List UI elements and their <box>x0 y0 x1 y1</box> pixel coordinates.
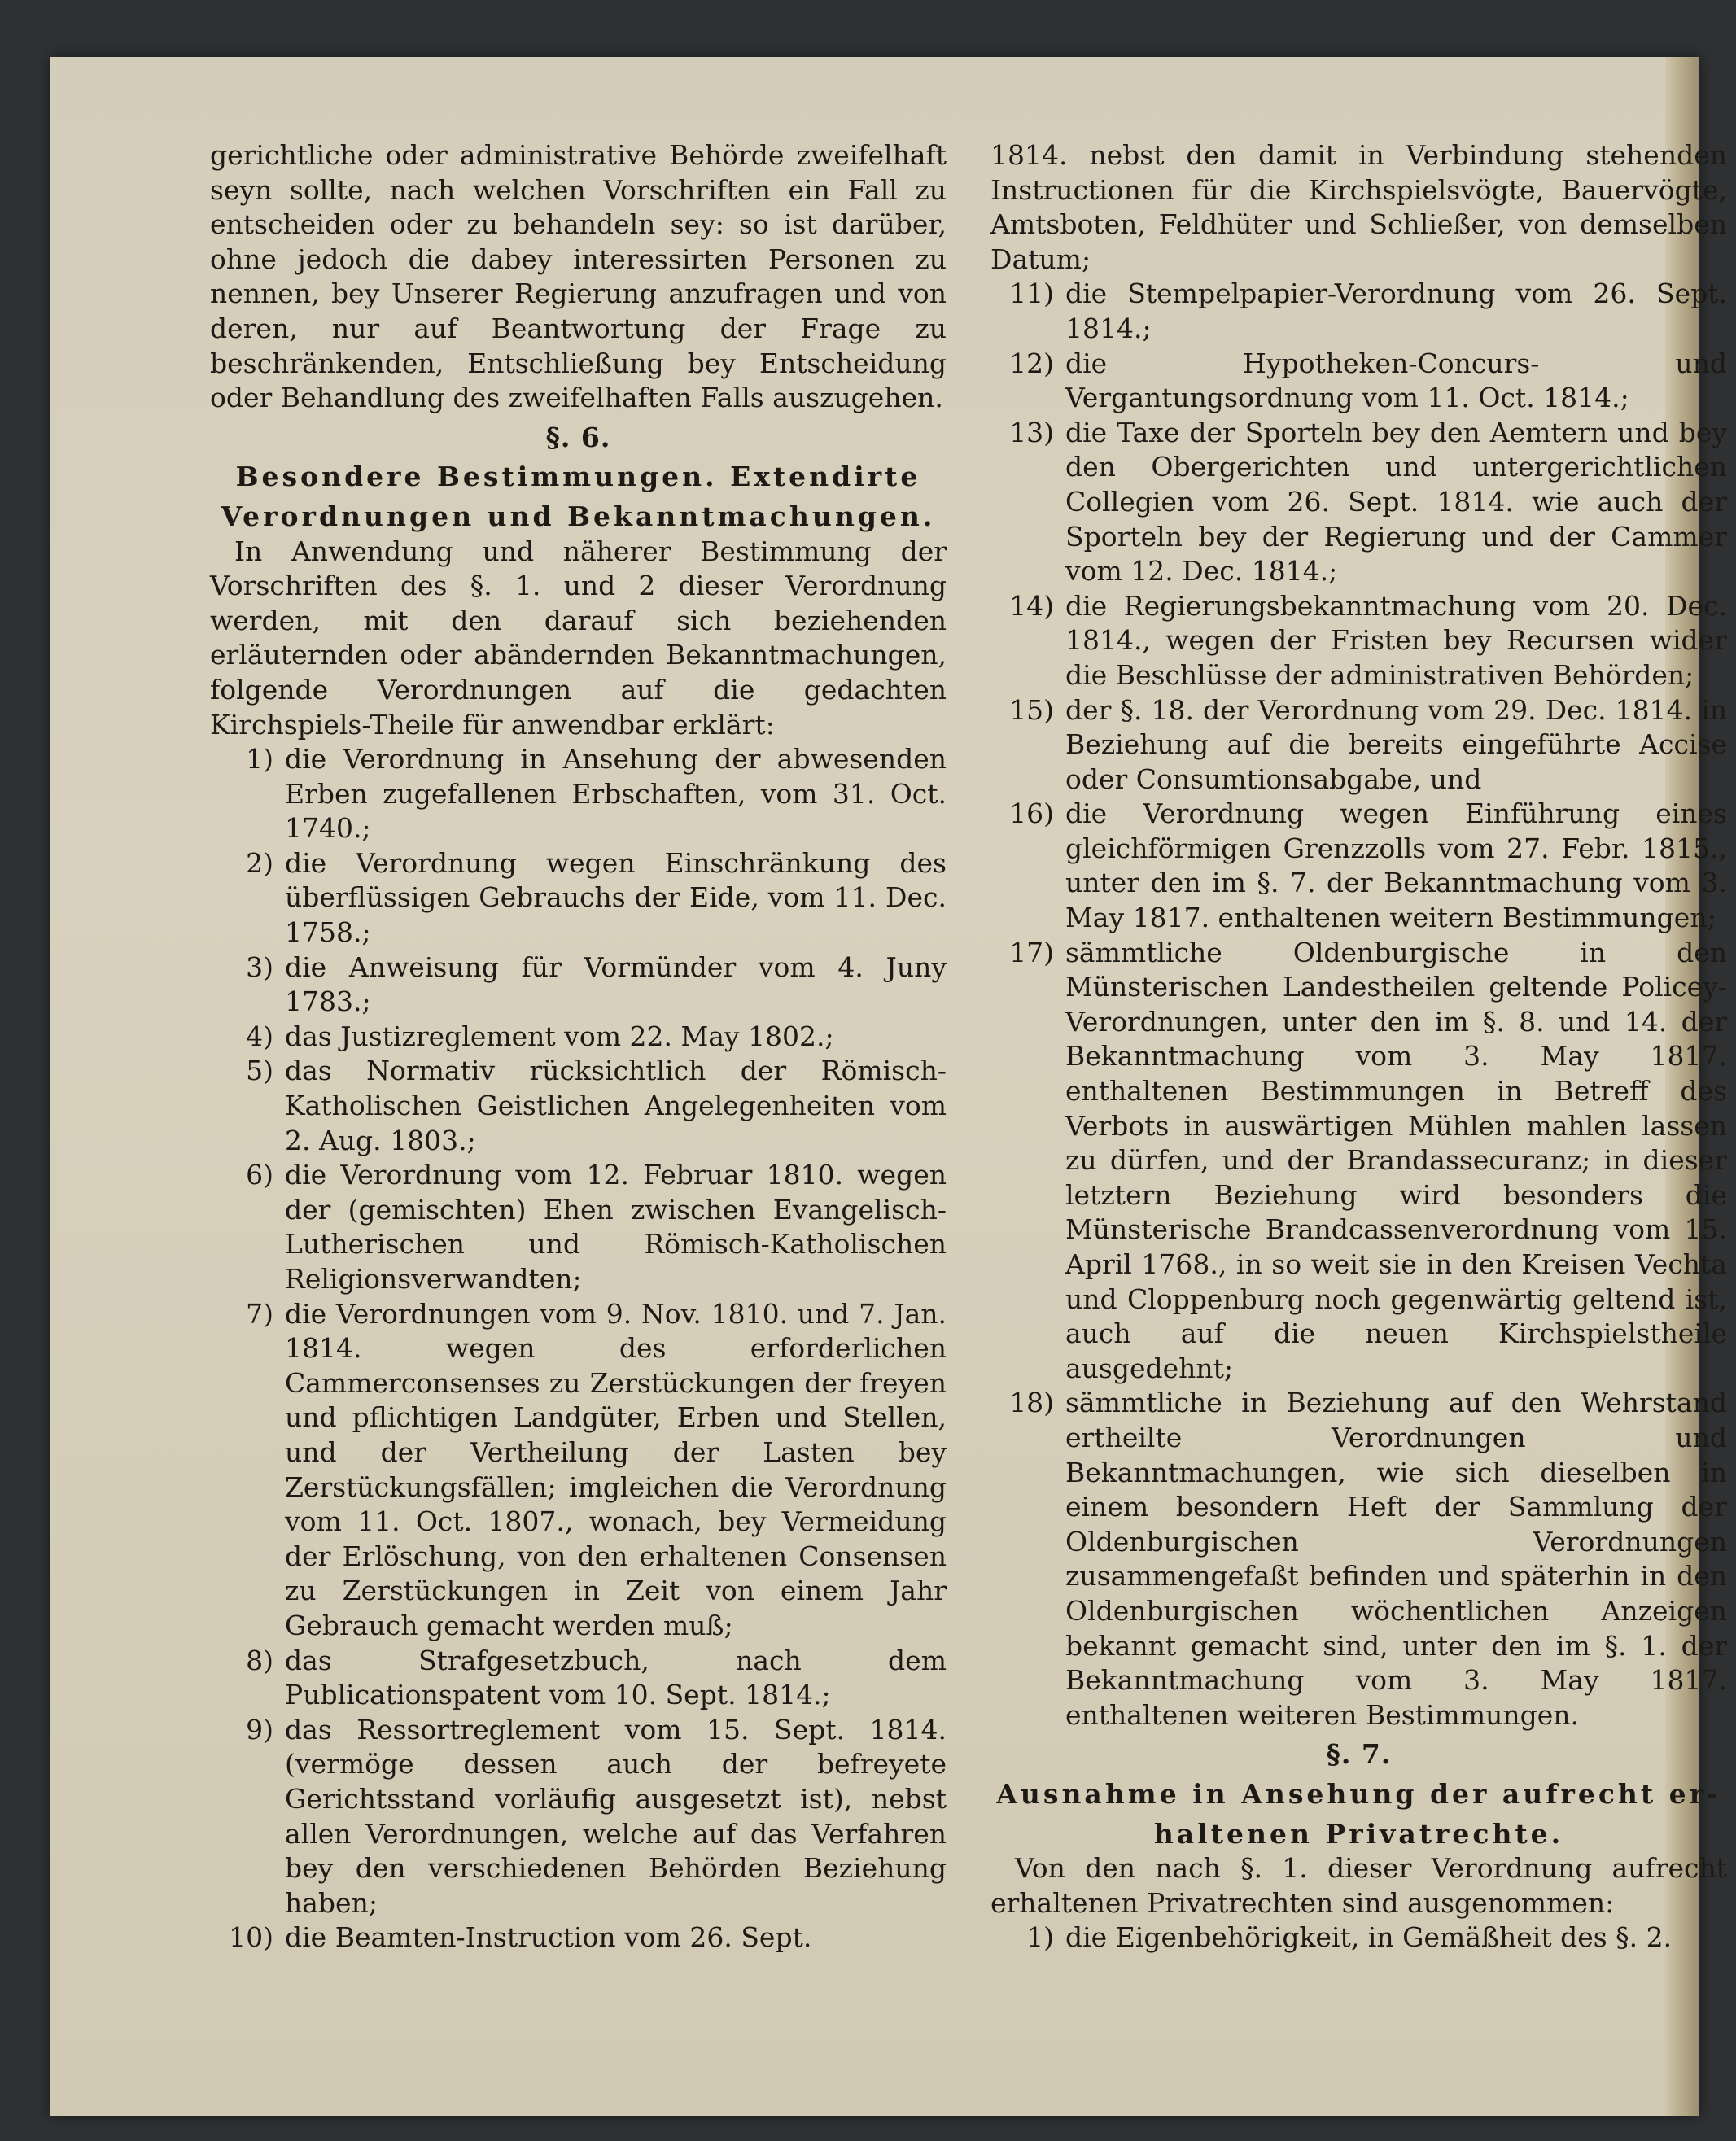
list-item-number: 1) <box>246 743 273 776</box>
intro-paragraph: gerichtliche oder administrative Behörde zweifelhaft seyn sollte, nach welchen Vorschriften ein Fall zu entscheiden oder zu behandeln sey: so ist darüber, ohne jedoch die dabey interessirten Personen zu nennen, bey Unserer Regierung anzufragen und von deren, nur auf Beantwortung der Frage zu beschränkenden, Entschließung bey Entscheidung oder Behandlung des zweifelhaften Falls auszugehen. <box>210 139 947 414</box>
section-7-title-line-1: Ausnahme in Ansehung der aufrecht er- <box>996 1777 1721 1810</box>
list-item <box>210 1713 947 1921</box>
list-item-number: 4) <box>246 1020 273 1052</box>
list-item-number: 10) <box>229 1921 273 1954</box>
list-item <box>990 1920 1727 1955</box>
list-item-text: die Regierungsbekanntmachung vom 20. Dec. 1814., wegen der Fristen bey Recursen wider die Beschlüsse der administrativen Behörden; <box>1065 589 1727 691</box>
left-column <box>210 138 947 1955</box>
list-item <box>210 846 947 950</box>
list-item-text: sämmtliche in Beziehung auf den Wehrstand ertheilte Verordnungen und Bekanntmachungen, wie sich dieselben in einem besondern Heft der Sammlung der Oldenburgischen Verordnungen zusammengefaßt befinden und späterhin in den Oldenburgischen wöchentlichen Anzeigen bekannt gemacht sind, unter den im §. 1. der Bekanntmachung vom 3. May 1817. enthaltenen weiteren Bestimmungen. <box>1065 1387 1727 1731</box>
list-item-number: 5) <box>246 1055 273 1087</box>
list-item-text: das Justizreglement vom 22. May 1802.; <box>285 1020 834 1052</box>
list-item-text: die Verordnung wegen Einschränkung des überflüssigen Gebrauchs der Eide, vom 11. Dec. 1758.; <box>285 846 947 949</box>
list-item-number: 14) <box>1009 589 1054 622</box>
section-7-intro: Von den nach §. 1. dieser Verordnung aufrecht erhaltenen Privatrechten sind ausgenommen: <box>990 1852 1727 1919</box>
list-item-number: 15) <box>1009 693 1054 726</box>
list-item <box>210 742 947 846</box>
list-item-text: die Verordnungen vom 9. Nov. 1810. und 7. Jan. 1814. wegen des erforderlichen Cammerconsenses zu Zerstückungen der freyen und pflichtigen Landgüter, Erben und Stellen, und der Vertheilung der Lasten bey Zerstückungsfällen; imgleichen die Verordnung vom 11. Oct. 1807., wonach, bey Vermeidung der Erlöschung, von den erhaltenen Consensen zu Zerstückungen in Zeit von einem Jahr Gebrauch gemacht werden muß; <box>285 1297 947 1641</box>
continuation-paragraph: 1814. nebst den damit in Verbindung stehenden Instructionen für die Kirchspielsvögte, Bauervögte, Amtsboten, Feldhüter und Schließer, von demselben Datum; <box>990 139 1727 275</box>
list-item-number: 2) <box>246 846 273 879</box>
list-item-number: 1) <box>1026 1921 1054 1954</box>
list-item <box>210 1158 947 1296</box>
list-item <box>990 1386 1727 1732</box>
list-item <box>210 1920 947 1955</box>
list-item-text: die Verordnung vom 12. Februar 1810. wegen der (gemischten) Ehen zwischen Evangelisch-Lutherischen und Römisch-Katholischen Religionsverwandten; <box>285 1159 947 1295</box>
list-item-number: 6) <box>246 1159 273 1191</box>
list-item-number: 3) <box>246 950 273 983</box>
list-item-text: sämmtliche Oldenburgische in den Münsterischen Landestheilen geltende Policey-Verordnungen, unter den im §. 8. und 14. der Bekanntmachung vom 3. May 1817. enthaltenen Bestimmungen in Betreff des Verbots in auswärtigen Mühlen mahlen lassen zu dürfen, und der Brandassecuranz; in dieser letztern Beziehung wird besonders die Münsterische Brandcassenverordnung vom 15. April 1768., in so weit sie in den Kreisen Vechta und Cloppenburg noch gegenwärtig geltend ist, auch auf die neuen Kirchspielstheile ausgedehnt; <box>1065 936 1727 1384</box>
list-item-text: die Stempelpapier-Verordnung vom 26. Sept. 1814.; <box>1065 277 1727 344</box>
list-item <box>210 1054 947 1158</box>
list-item <box>990 416 1727 589</box>
book-page <box>50 57 1727 2116</box>
list-item <box>210 1020 947 1055</box>
list-item-text: das Normativ rücksichtlich der Römisch-Katholischen Geistlichen Angelegenheiten vom 2. Aug. 1803.; <box>285 1055 947 1156</box>
list-item <box>210 950 947 1020</box>
list-item-text: das Strafgesetzbuch, nach dem Publicationspatent vom 10. Sept. 1814.; <box>285 1644 947 1711</box>
section-6-intro: In Anwendung und näherer Bestimmung der Vorschriften des §. 1. und 2 dieser Verordnung werden, mit den darauf sich beziehenden erläuternden oder abändernden Bekanntmachungen, folgende Verordnungen auf die gedachten Kirchspiels-Theile für anwendbar erklärt: <box>210 535 947 741</box>
list-item-number: 11) <box>1009 277 1054 310</box>
list-item-text: die Beamten-Instruction vom 26. Sept. <box>285 1921 812 1954</box>
list-item-text: die Verordnung wegen Einführung eines gleichförmigen Grenzzolls vom 27. Febr. 1815., unter den im §. 7. der Bekanntmachung vom 3. May 1817. enthaltenen weitern Bestimmungen; <box>1065 797 1727 934</box>
list-item-text: der §. 18. der Verordnung vom 29. Dec. 1814. in Beziehung auf die bereits eingeführte Accise oder Consumtionsabgabe, und <box>1065 693 1727 795</box>
list-item-text: die Eigenbehörigkeit, in Gemäßheit des §. 2. <box>1065 1921 1673 1954</box>
list-item-number: 16) <box>1009 797 1054 830</box>
list-item <box>990 347 1727 416</box>
list-item <box>210 1297 947 1644</box>
list-item-text: die Anweisung für Vormünder vom 4. Juny 1783.; <box>285 950 947 1018</box>
list-item-text: die Taxe der Sporteln bey den Aemtern und bey den Obergerichten und untergerichtlichen Collegien vom 26. Sept. 1814. wie auch der Sporteln bey der Regierung und der Cammer vom 12. Dec. 1814.; <box>1065 416 1727 588</box>
list-item <box>990 589 1727 693</box>
list-item <box>990 797 1727 935</box>
list-item-number: 13) <box>1009 416 1054 448</box>
list-item-number: 17) <box>1009 936 1054 968</box>
list-item-text: das Ressortreglement vom 15. Sept. 1814. (vermöge dessen auch der befreyete Gerichtsstand vorläufig ausgesetzt ist), nebst allen Verordnungen, welche auf das Verfahren bey den verschiedenen Behörden Beziehung haben; <box>285 1713 947 1919</box>
list-item-number: 7) <box>246 1297 273 1330</box>
list-item-number: 8) <box>246 1644 273 1676</box>
list-item-number: 18) <box>1009 1387 1054 1419</box>
list-item <box>990 277 1727 346</box>
section-7-number: §. 7. <box>1326 1738 1392 1771</box>
list-item <box>210 1644 947 1713</box>
list-item-text: die Hypotheken-Concurs- und Vergantungsordnung vom 11. Oct. 1814.; <box>1065 347 1727 414</box>
right-column <box>990 138 1727 1955</box>
list-item <box>990 936 1727 1387</box>
section-6-number: §. 6. <box>545 421 611 453</box>
list-item-number: 9) <box>246 1713 273 1746</box>
section-7-title-line-2: haltenen Privatrechte. <box>1153 1817 1564 1850</box>
list-item-number: 12) <box>1009 347 1054 379</box>
section-6-title-line-1: Besondere Bestimmungen. Extendirte <box>235 461 921 493</box>
list-item <box>990 693 1727 797</box>
list-item-text: die Verordnung in Ansehung der abwesenden Erben zugefallenen Erbschaften, vom 31. Oct. 1740.; <box>285 743 947 845</box>
section-6-title-line-2: Verordnungen und Bekanntmachungen. <box>221 500 936 532</box>
